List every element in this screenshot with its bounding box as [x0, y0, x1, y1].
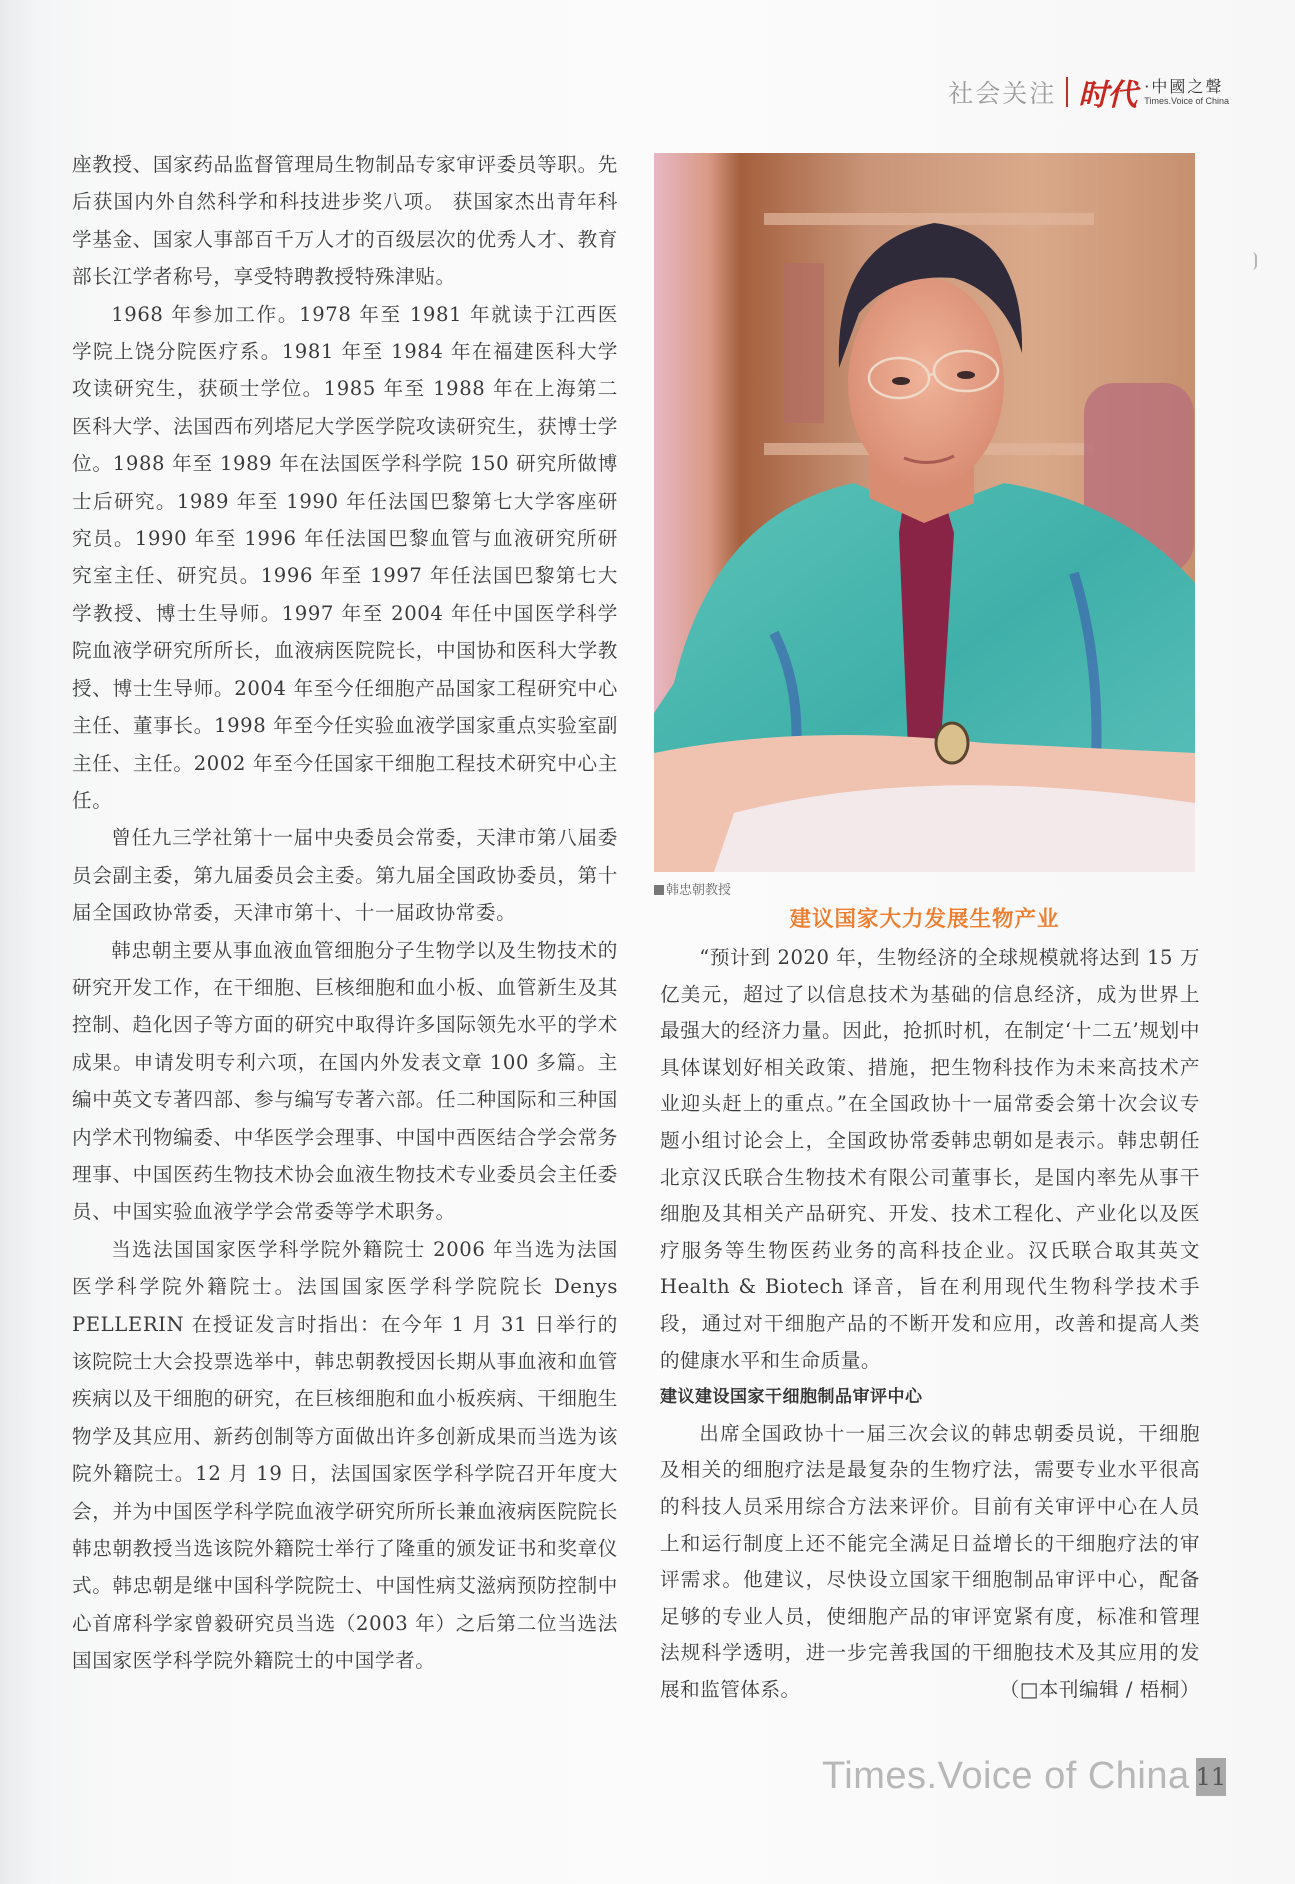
right-column: [660, 940, 1200, 1708]
paragraph: 1968 年参加工作。1978 年至 1981 年就读于江西医学院上饶分院医疗系。1981 年至 1984 年在福建医科大学攻读研究生，获硕士学位。1985 年至 1988 年在上海第二医科大学、法国西布列塔尼大学医学院攻读研究生，获博士学位。1988 年至 1989 年在法国医学科学院 150 研究所做博士后研究。1989 年至 1990 年任法国巴黎第七大学客座研究员。1990 年至 1996 年任法国巴黎血管与血液研究所研究室主任、研究员。1996 年至 1997 年任法国巴黎第七大学教授、博士生导师。1997 年至 2004 年任中国医学科学院血液学研究所所长，血液病医院院长，中国协和医科大学教授、博士生导师。2004 年至今任细胞产品国家工程研究中心主任、董事长。1998 年至今任实验血液学国家重点实验室副主任、主任。2002 年至今任国家干细胞工程技术研究中心主任。: [72, 302, 618, 812]
portrait-photo: [654, 153, 1195, 872]
brand-english: Times.Voice of China: [1144, 95, 1229, 106]
paragraph: “预计到 2020 年，生物经济的全球规模就将达到 15 万亿美元，超过了以信息技术为基础的信息经济，成为世界上最强大的经济力量。因此，抢抓时机，在制定‘十二五’规划中具体谋划好相关政策、措施，把生物科技作为未来高技术产业迎头赶上的重点。”在全国政协十一届常委会第十次会议专题小组讨论会上，全国政协常委韩忠朝如是表示。韩忠朝任北京汉氏联合生物技术有限公司董事长，是国内率先从事干细胞及其相关产品研究、开发、技术工程化、产业化以及医疗服务等生物医药业务的高科技企业。汉氏联合取其英文 Health & Biotech 译音，旨在利用现代生物科学技术手段，通过对干细胞产品的不断开发和应用，改善和提高人类的健康水平和生命质量。: [660, 946, 1200, 1372]
section-label: 社会关注: [948, 79, 1057, 108]
article-section-title: 建议国家大力发展生物产业: [789, 907, 1060, 932]
subheading: 建议建设国家干细胞制品审评中心: [660, 1387, 923, 1408]
page-header: [948, 72, 1229, 112]
portrait-image: [654, 153, 1195, 872]
scan-mark: [1252, 252, 1257, 270]
header-divider: [1066, 77, 1068, 107]
brand-subtitle: [1144, 76, 1229, 106]
paragraph: 出席全国政协十一届三次会议的韩忠朝委员说，干细胞及相关的细胞疗法是最复杂的生物疗法，需要专业水平很高的科技人员采用综合方法来评价。目前有关审评中心在人员上和运行制度上还不能完全满足日益增长的干细胞疗法的审评需求。他建议，尽快设立国家干细胞制品审评中心，配备足够的专业人员，使细胞产品的审评宽紧有度，标准和管理法规科学透明，进一步完善我国的干细胞技术及其应用的发展和监管体系。: [660, 1421, 1200, 1701]
brand-chinese: ·中國之聲: [1144, 76, 1224, 96]
paragraph: 韩忠朝主要从事血液血管细胞分子生物学以及生物技术的研究开发工作，在干细胞、巨核细胞和血小板、血管新生及其控制、趋化因子等方面的研究中取得许多国际领先水平的学术成果。申请发明专利六项，在国内外发表文章 100 多篇。主编中英文专著四部、参与编写专著六部。任二种国际和三种国内学术刊物编委、中华医学会理事、中国中西医结合学会常务理事、中国医药生物技术协会血液生物技术专业委员会主任委员、中国实验血液学学会常委等学术职务。: [72, 938, 618, 1224]
editor-credit: （□本刊编辑 / 梧桐）: [999, 1677, 1200, 1701]
paragraph: 当选法国国家医学科学院外籍院士 2006 年当选为法国医学科学院外籍院士。法国国家医学科学院院长 Denys PELLERIN 在授证发言时指出：在今年 1 月 31 日举行的该院院士大会投票选举中，韩忠朝教授因长期从事血液和血管疾病以及干细胞的研究，在巨核细胞和血小板疾病、干细胞生物学及其应用、新药创制等方面做出许多创新成果而当选为该院外籍院士。12 月 19 日，法国国家医学科学院召开年度大会，并为中国医学科学院血液学研究所所长兼血液病医院院长韩忠朝教授当选该院外籍院士举行了隆重的颁发证书和奖章仪式。韩忠朝是继中国科学院院士、中国性病艾滋病预防控制中心首席科学家曾毅研究员当选（2003 年）之后第二位当选法国国家医学科学院外籍院士的中国学者。: [72, 1237, 618, 1673]
paragraph: 曾任九三学社第十一届中央委员会常委，天津市第八届委员会副主委，第九届委员会主委。第九届全国政协委员，第十届全国政协常委，天津市第十、十一届政协常委。: [72, 826, 618, 925]
paragraph: 座教授、国家药品监督管理局生物制品专家审评委员等职。先后获国内外自然科学和科技进步奖八项。 获国家杰出青年科学基金、国家人事部百千万人才的百级层次的优秀人才、教育部长江学者称号，享受特聘教授特殊津贴。: [72, 153, 618, 289]
magazine-name: Times.Voice of China: [822, 1755, 1190, 1797]
brand-logo: 时代: [1078, 78, 1137, 113]
page-number: 11: [1196, 1758, 1226, 1796]
page-footer: [822, 1755, 1226, 1798]
caption-square-icon: [654, 885, 664, 895]
left-column: [72, 146, 618, 1680]
photo-caption: 韩忠朝教授: [654, 879, 731, 898]
